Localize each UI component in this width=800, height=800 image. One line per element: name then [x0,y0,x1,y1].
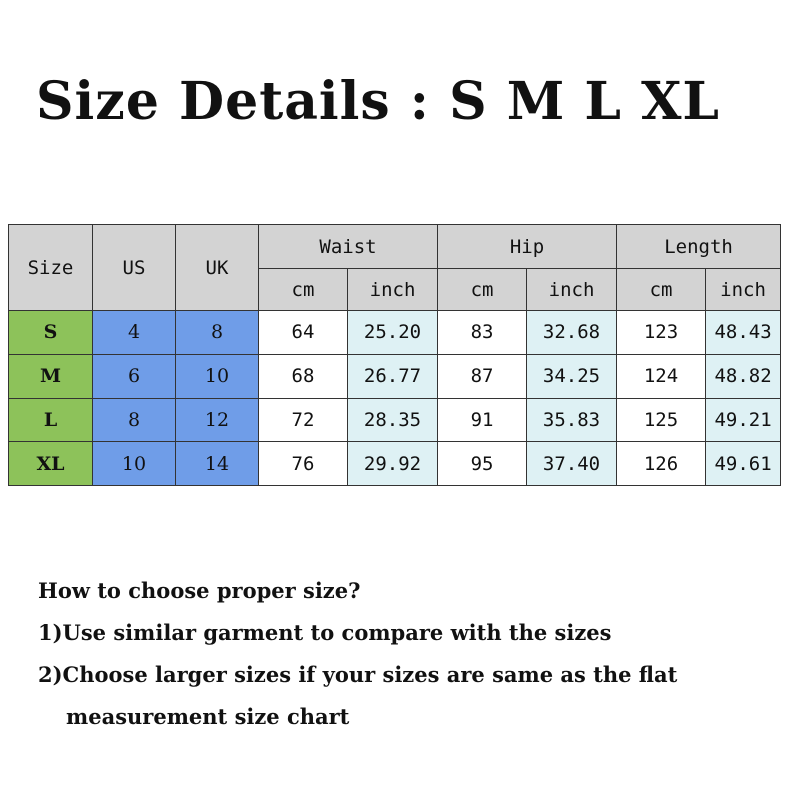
header-hip-cm: cm [438,269,527,311]
waist-cm-cell: 68 [259,354,348,398]
uk-cell: 8 [176,311,259,355]
hip-inch-cell: 37.40 [527,442,617,486]
header-uk: UK [176,225,259,311]
size-cell: XL [9,442,93,486]
uk-cell: 14 [176,442,259,486]
header-hip: Hip [438,225,617,269]
header-us: US [93,225,176,311]
hip-cm-cell: 95 [438,442,527,486]
table-row [9,354,781,398]
header-waist: Waist [259,225,438,269]
length-cm-cell: 126 [617,442,706,486]
waist-cm-cell: 64 [259,311,348,355]
waist-inch-cell: 26.77 [348,354,438,398]
header-length-inch: inch [706,269,781,311]
size-cell: L [9,398,93,442]
header-length: Length [617,225,781,269]
length-inch-cell: 49.61 [706,442,781,486]
length-cm-cell: 125 [617,398,706,442]
waist-inch-cell: 28.35 [348,398,438,442]
waist-cm-cell: 72 [259,398,348,442]
size-cell: M [9,354,93,398]
hip-inch-cell: 35.83 [527,398,617,442]
length-inch-cell: 48.82 [706,354,781,398]
header-row-top [9,225,781,269]
header-waist-inch: inch [348,269,438,311]
size-chart-table [8,224,781,486]
size-cell: S [9,311,93,355]
header-waist-cm: cm [259,269,348,311]
hip-inch-cell: 34.25 [527,354,617,398]
us-cell: 4 [93,311,176,355]
length-inch-cell: 49.21 [706,398,781,442]
tip-2-continued: measurement size chart [66,704,350,729]
uk-cell: 12 [176,398,259,442]
header-length-cm: cm [617,269,706,311]
notes-heading: How to choose proper size? [38,578,361,603]
hip-inch-cell: 32.68 [527,311,617,355]
size-guide-notes [38,570,778,738]
table-row [9,311,781,355]
waist-cm-cell: 76 [259,442,348,486]
tip-1: 1)Use similar garment to compare with the sizes [38,620,612,645]
page-title: Size Details : S M L XL [36,71,720,132]
us-cell: 10 [93,442,176,486]
length-cm-cell: 124 [617,354,706,398]
us-cell: 8 [93,398,176,442]
table-row [9,442,781,486]
us-cell: 6 [93,354,176,398]
table-row [9,398,781,442]
waist-inch-cell: 29.92 [348,442,438,486]
hip-cm-cell: 91 [438,398,527,442]
length-inch-cell: 48.43 [706,311,781,355]
uk-cell: 10 [176,354,259,398]
waist-inch-cell: 25.20 [348,311,438,355]
tip-2: 2)Choose larger sizes if your sizes are same as the flat [38,662,678,687]
hip-cm-cell: 87 [438,354,527,398]
hip-cm-cell: 83 [438,311,527,355]
length-cm-cell: 123 [617,311,706,355]
header-size: Size [9,225,93,311]
header-hip-inch: inch [527,269,617,311]
